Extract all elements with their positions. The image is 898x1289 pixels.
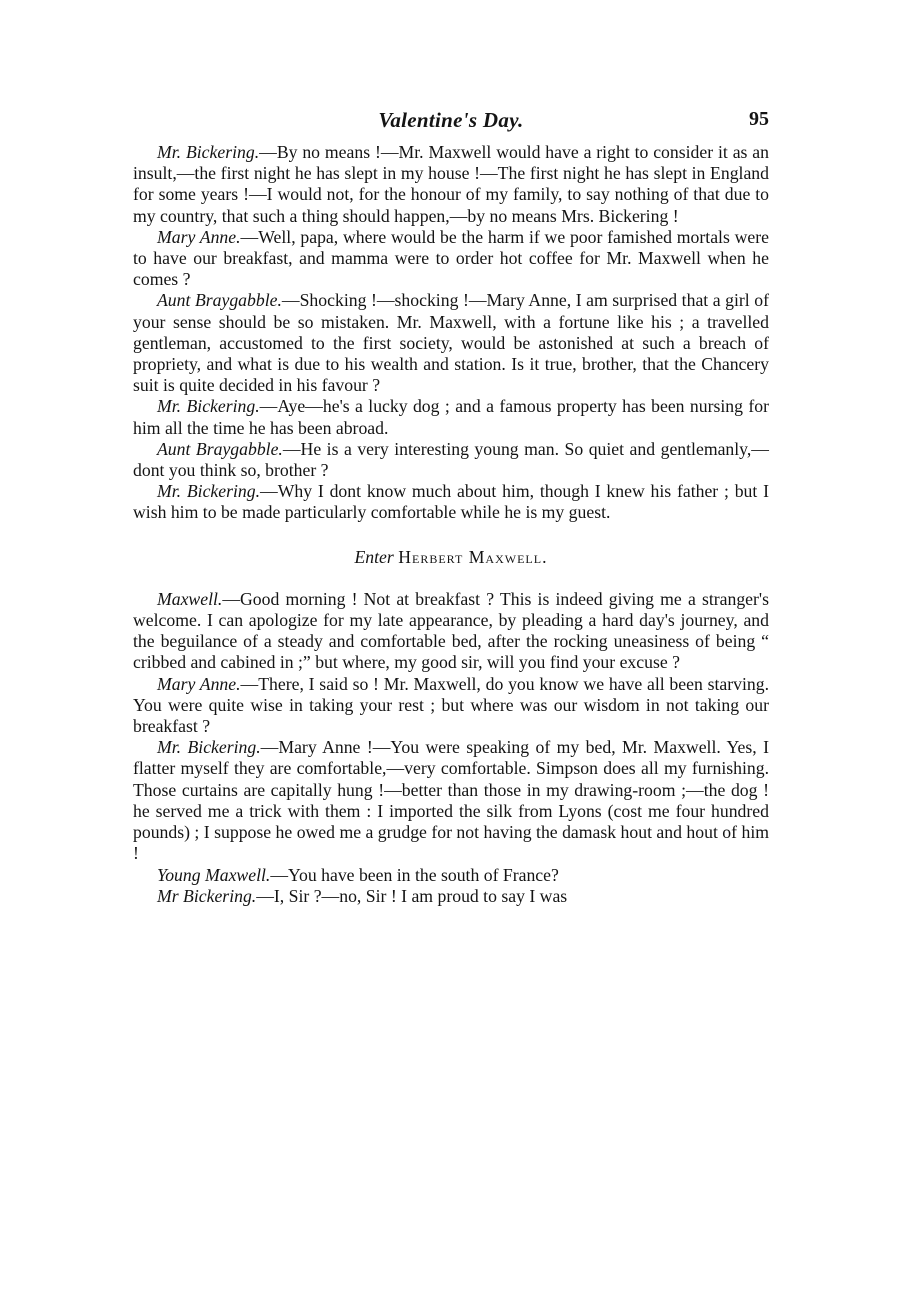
book-page (133, 108, 769, 907)
speaker-name: Maxwell. (157, 588, 223, 609)
page-header (133, 108, 769, 142)
dialogue-paragraph (133, 865, 769, 886)
dialogue-paragraph (133, 290, 769, 396)
speaker-name: Aunt Braygabble. (157, 290, 282, 311)
dialogue-paragraph (133, 886, 769, 907)
speaker-name: Mary Anne. (157, 673, 241, 694)
dialogue-section-1 (133, 142, 769, 524)
speaker-name: Mary Anne. (157, 226, 241, 247)
speech-text: —Mary Anne !—You were speaking of my bed, Mr. Maxwell. Yes, I flatter myself they are comfortable,—very comfortable. Simpson does all my furnishing. Those curtains are capitally hung !—better than those in my drawing-room ;—the dog ! he served me a trick with them : I imported the silk from Lyons (cost me four hundred pounds) ; I suppose he owed me a grudge for not having the damask hout and hout of him ! (133, 737, 769, 864)
speaker-name: Mr. Bickering. (157, 142, 260, 162)
speaker-name: Aunt Braygabble. (157, 438, 283, 459)
page-number: 95 (749, 108, 769, 130)
speech-text: —Well, papa, where would be the harm if we poor famished mortals were to have our breakfast, and mamma were to order hot coffee for Mr. Maxwell when he comes ? (133, 226, 769, 290)
speaker-name: Mr Bickering. (157, 885, 257, 906)
stage-direction-enter: Enter (354, 546, 394, 567)
dialogue-paragraph (133, 589, 769, 674)
dialogue-paragraph (133, 142, 769, 227)
dialogue-paragraph (133, 737, 769, 864)
speaker-name: Mr. Bickering. (157, 481, 261, 502)
speaker-name: Young Maxwell. (157, 864, 271, 885)
speech-text: —Shocking !—shocking !—Mary Anne, I am surprised that a girl of your sense should be so mistaken. Mr. Maxwell, with a fortune like his ; a travelled gentleman, accustomed to the first society, would be astonished at such a breach of propriety, and what is due to his wealth and station. Is it true, brother, that the Chancery suit is quite decided in his favour ? (133, 290, 769, 396)
speech-text: —I, Sir ?—no, Sir ! I am proud to say I was (256, 885, 568, 906)
speech-text: —You have been in the south of France? (270, 864, 559, 885)
speech-text: —By no means !—Mr. Maxwell would have a right to consider it as an insult,—the first night he has slept in my house !—The first night he has slept in England for some years !—I would not, for the honour of my family, to say nothing of that due to my country, that such a thing should happen,—by no means Mrs. Bickering ! (133, 142, 770, 226)
dialogue-paragraph (133, 439, 769, 481)
dialogue-section-2 (133, 589, 769, 907)
speaker-name: Mr. Bickering. (157, 737, 261, 758)
running-title: Valentine's Day. (378, 108, 524, 132)
dialogue-paragraph (133, 227, 769, 291)
speech-text: —Good morning ! Not at breakfast ? This is indeed giving me a stranger's welcome. I can apologize for my late appearance, by pleading a hard day's journey, and the beguilance of a steady and comfortable bed, after the rocking uneasiness of being “ cribbed and cabined in ;” but where, my good sir, will you find your excuse ? (133, 588, 769, 673)
dialogue-paragraph (133, 674, 769, 738)
speech-text: —There, I said so ! Mr. Maxwell, do you know we have all been starving. You were quite wise in taking your rest ; but where was our wisdom in not taking our breakfast ? (133, 673, 769, 737)
speech-text: —Aye—he's a lucky dog ; and a famous property has been nursing for him all the time he has been abroad. (133, 396, 769, 438)
stage-direction-character: Herbert Maxwell. (398, 546, 548, 567)
dialogue-paragraph (133, 396, 769, 438)
speaker-name: Mr. Bickering. (157, 396, 260, 417)
stage-direction (133, 524, 769, 589)
dialogue-paragraph (133, 481, 769, 523)
speech-text: —Why I dont know much about him, though I knew his father ; but I wish him to be made particularly comfortable while he is my guest. (133, 481, 769, 523)
speech-text: —He is a very interesting young man. So quiet and gentlemanly,—dont you think so, brother ? (133, 438, 769, 481)
